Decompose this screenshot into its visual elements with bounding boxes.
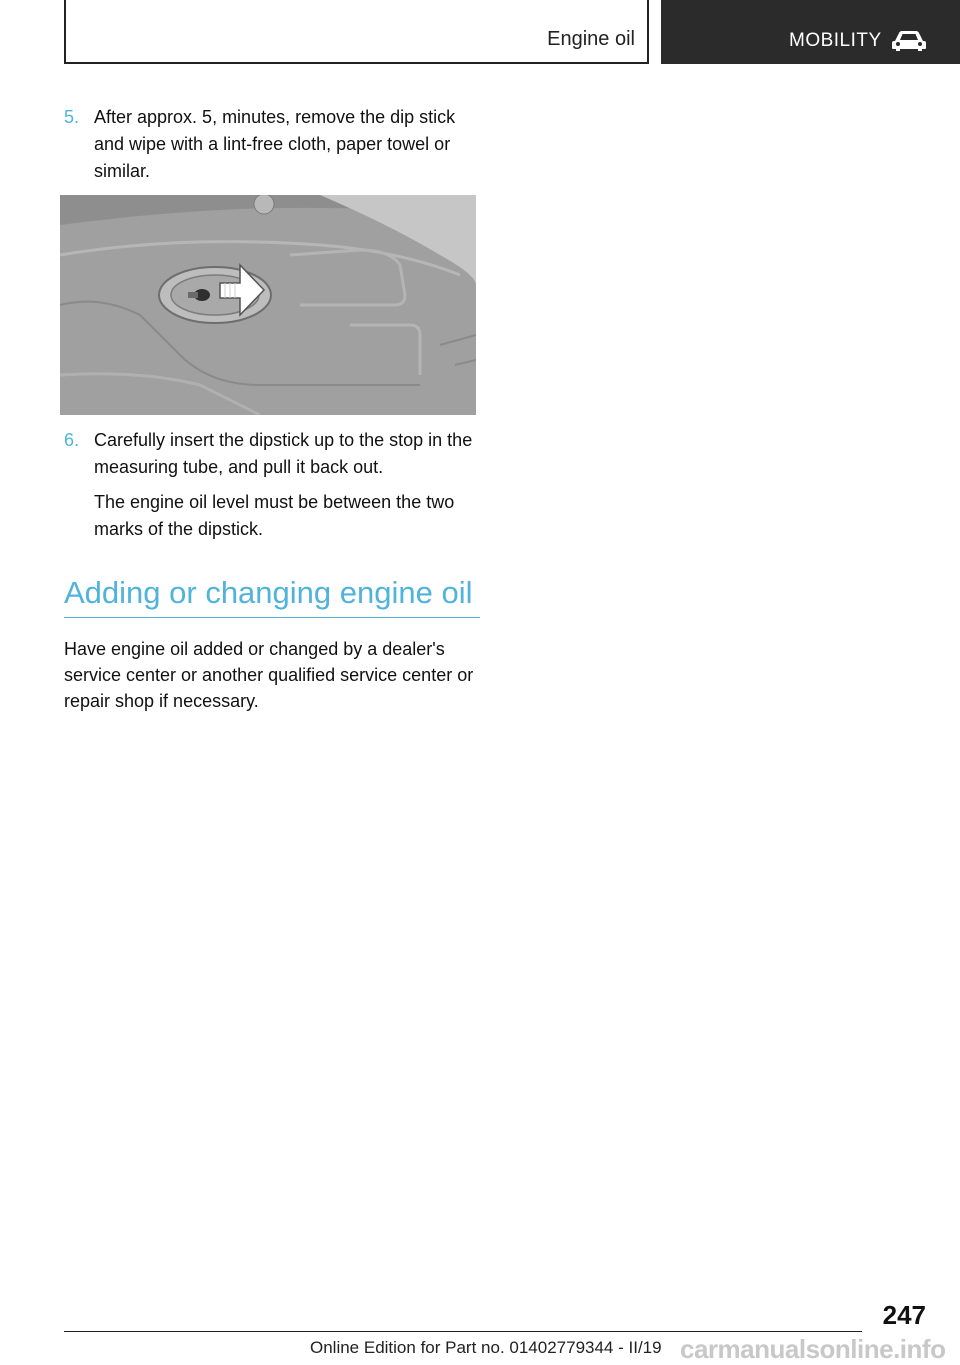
step-subtext: The engine oil level must be between the two marks of the dipstick. [94,492,455,539]
section-title: Engine oil [547,28,635,50]
footer-edition: Online Edition for Part no. 01402779344 - II/19 [310,1338,662,1357]
footer-divider [64,1331,862,1332]
header-section-box [64,0,649,64]
step-text: Carefully insert the dipstick up to the stop in the measuring tube, and pull it back out. [94,430,473,477]
step-6 [64,427,484,543]
section-body: Have engine oil added or changed by a dealer's service center or another qualified service center or repair shop if necessary. [64,639,474,711]
dipstick-illustration-drawing [60,195,476,415]
chapter-title: MOBILITY [789,30,882,51]
section-heading: Adding or changing engine oil [64,573,480,618]
watermark: carmanualsonline.info [680,1334,946,1364]
header-chapter-box [661,0,960,64]
car-icon [891,28,927,52]
dipstick-illustration [60,195,476,415]
step-text: After approx. 5, minutes, remove the dip stick and wipe with a lint-free cloth, paper towel or similar. [94,107,456,181]
step-number: 6. [64,430,80,450]
step-5 [64,104,484,185]
step-number: 5. [64,107,80,127]
page-number: 247 [882,1300,926,1330]
